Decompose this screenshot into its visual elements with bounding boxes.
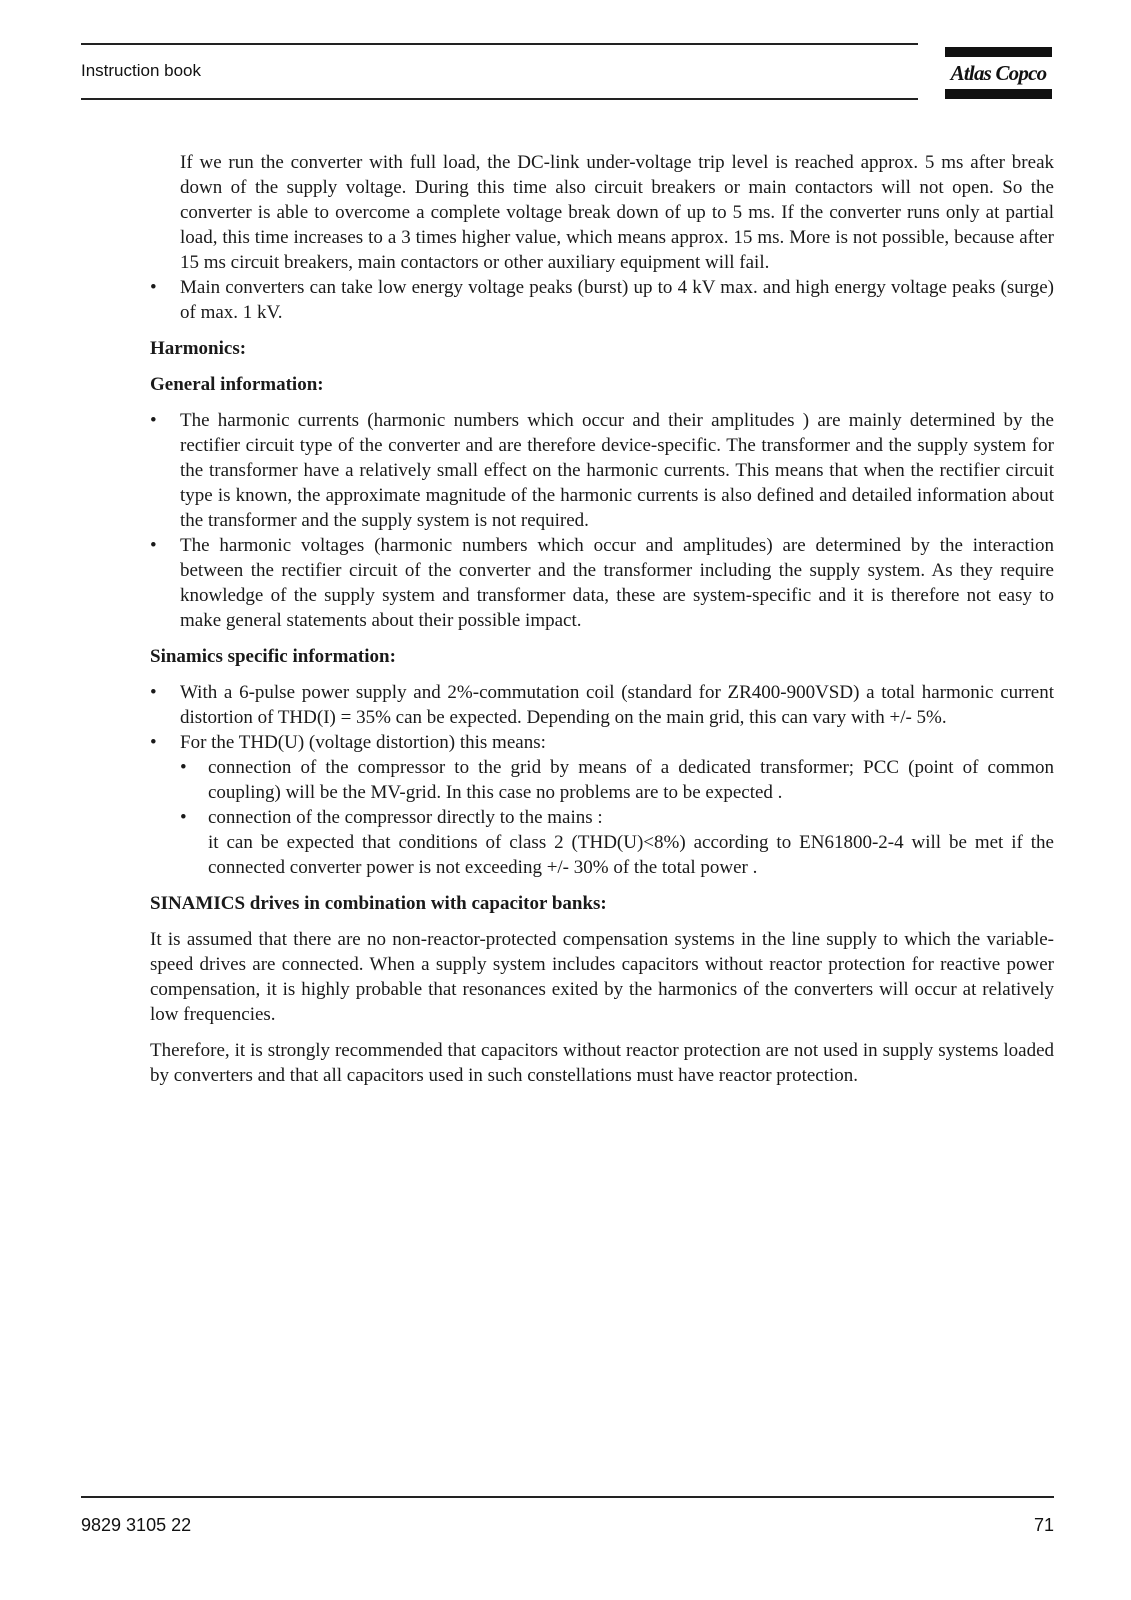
bullet-icon: • [150, 277, 157, 298]
section-heading-general: General information: [150, 374, 324, 395]
section-heading-harmonics: Harmonics: [150, 338, 247, 359]
sub-list-item-text: connection of the compressor directly to the mains : [208, 807, 603, 828]
header-bottom-rule [81, 98, 918, 100]
list-item-text: The harmonic currents (harmonic numbers which occur and their amplitudes ) are mainly determined by the rectifier circuit type of the converter and are therefore device-specific. The transformer and the supply system for the transformer have a relatively small effect on the harmonic currents. This means that when the rectifier circuit type is known, the approximate magnitude of the harmonic currents is also defined and detailed information about the transformer and the supply system is not required. [180, 410, 1054, 531]
section-heading-sinamics: Sinamics specific information: [150, 646, 396, 667]
list-item [150, 680, 1054, 730]
bullet-icon: • [150, 410, 157, 431]
sub-list-item-text: connection of the compressor to the grid by means of a dedicated transformer; PCC (point of common coupling) will be the MV-grid. In this case no problems are to be expected . [208, 757, 1054, 803]
bullet-icon: • [150, 682, 157, 703]
capacitor-paragraph: Therefore, it is strongly recommended that capacitors without reactor protection are not used in supply systems loaded by converters and that all capacitors used in such constellations must have reactor protection. [150, 1040, 1054, 1086]
bullet-icon: • [180, 807, 187, 828]
paragraph-spacer [150, 1027, 1054, 1038]
bullet-icon: • [150, 732, 157, 753]
page-content [150, 150, 1054, 1088]
section-heading-capacitor-banks: SINAMICS drives in combination with capacitor banks: [150, 893, 607, 914]
sub-list-item [150, 805, 1054, 830]
bullet-icon: • [150, 535, 157, 556]
logo-top-bar [945, 47, 1052, 57]
list-item [150, 730, 1054, 755]
list-item [150, 275, 1054, 325]
footer-rule [81, 1496, 1054, 1498]
logo-wordmark: Atlas Copco [950, 61, 1047, 85]
page-number: 71 [1033, 1515, 1054, 1535]
logo-bottom-bar [945, 89, 1052, 99]
document-number: 9829 3105 22 [81, 1515, 192, 1535]
capacitor-paragraph: It is assumed that there are no non-reactor-protected compensation systems in the line supply to which the variable-speed drives are connected. When a supply system includes capacitors without reactor protection for reactive power compensation, it is highly probable that resonances exited by the harmonics of the converters will occur at relatively low frequencies. [150, 929, 1054, 1025]
sub-list-item-continuation: it can be expected that conditions of class 2 (THD(U)<8%) according to EN61800-2-4 will be met if the connected converter power is not exceeding +/- 30% of the total power . [208, 832, 1054, 878]
bullet-icon: • [180, 757, 187, 778]
intro-paragraph: If we run the converter with full load, the DC-link under-voltage trip level is reached approx. 5 ms after break down of the supply voltage. During this time also circuit breakers or main contactors will not open. So the converter is able to overcome a complete voltage break down of up to 5 ms. If the converter runs only at partial load, this time increases to a 3 times higher value, which means approx. 15 ms. More is not possible, because after 15 ms circuit breakers, main contactors or other auxiliary equipment will fail. [180, 152, 1054, 273]
list-item-text: The harmonic voltages (harmonic numbers which occur and amplitudes) are determined by the interaction between the rectifier circuit of the converter and the transformer including the supply system. As they require knowledge of the supply system and transformer data, these are system-specific and it is therefore not easy to make general statements about their possible impact. [180, 535, 1054, 631]
header-title: Instruction book [81, 61, 202, 80]
sub-list-item [150, 755, 1054, 805]
list-item [150, 533, 1054, 633]
header-top-rule [81, 43, 918, 45]
list-item [150, 408, 1054, 533]
list-item-text: With a 6-pulse power supply and 2%-commutation coil (standard for ZR400-900VSD) a total harmonic current distortion of THD(I) = 35% can be expected. Depending on the main grid, this can vary with +/- 5%. [180, 682, 1054, 728]
list-item-text: For the THD(U) (voltage distortion) this means: [180, 732, 546, 753]
list-item-text: Main converters can take low energy voltage peaks (burst) up to 4 kV max. and high energy voltage peaks (surge) of max. 1 kV. [180, 277, 1054, 323]
atlas-copco-logo [945, 47, 1052, 99]
